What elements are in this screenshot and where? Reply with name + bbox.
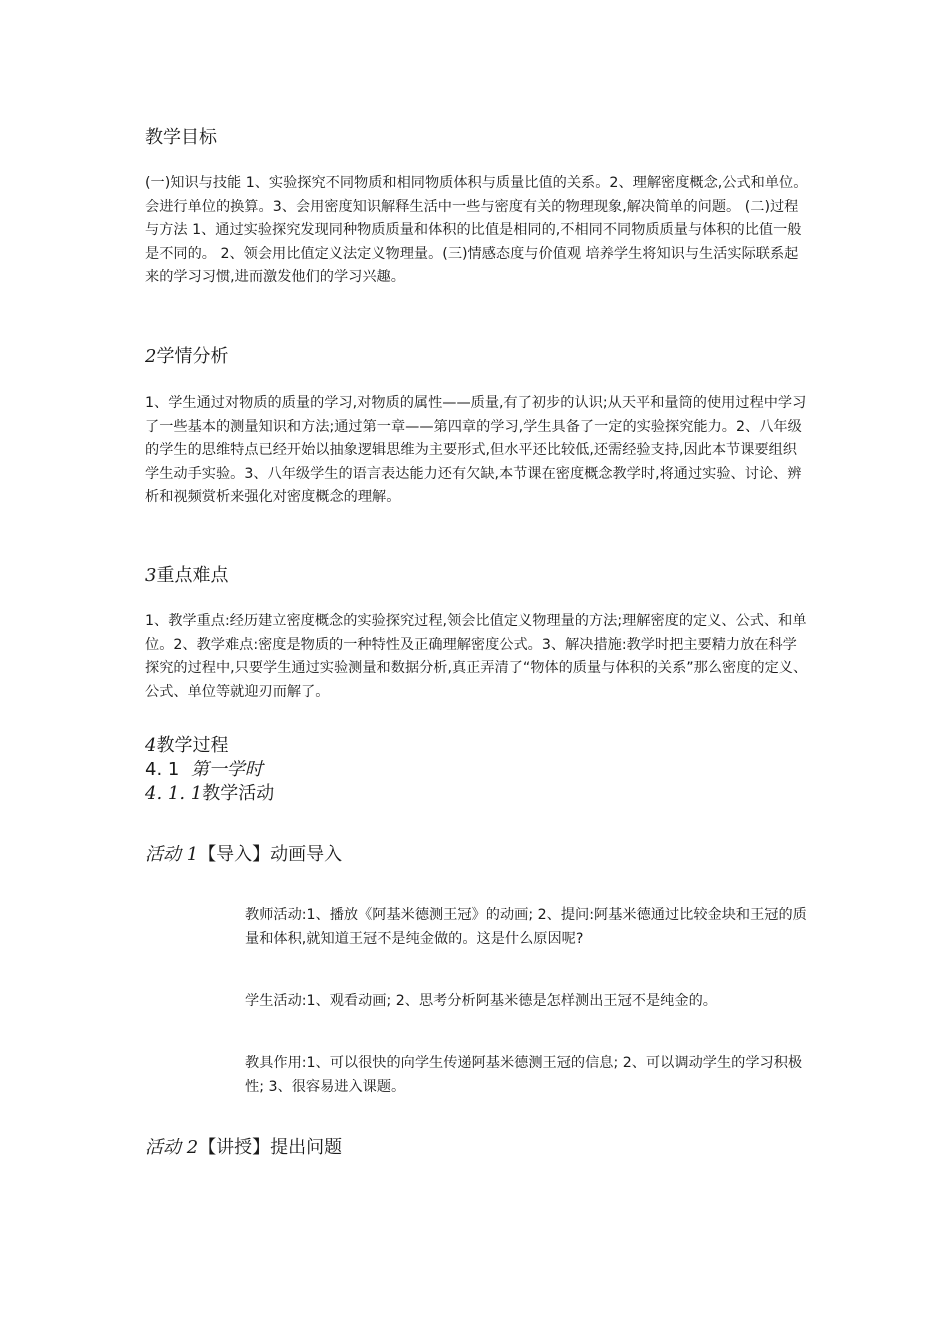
section-number: 4	[145, 735, 157, 756]
objectives-paragraph: (一)知识与技能 1、实验探究不同物质和相同物质体积与质量比值的关系。2、理解密度概念,公式和单位。会进行单位的换算。3、会用密度知识解释生活中一些与密度有关的物理现象,解决简单的问题。 (二)过程与方法 1、通过实验探究发现同种物质质量和体积的比值是相同的,不相同不同物质质量与体积的比值一般是不同的。 2、领会用比值定义法定义物理量。(三)情感态度与价值观 培养学生将知识与生活实际联系起来的学习习惯,进而激发他们的学习兴趣。	[145, 175, 808, 286]
keypoints-heading: 3重点难点	[145, 565, 229, 586]
objectives-heading: 教学目标	[145, 127, 217, 148]
activity-1-heading: 活动 1【导入】动画导入	[145, 844, 343, 865]
section-number: 2	[145, 346, 157, 367]
activities-heading: 4. 1. 1教学活动	[145, 783, 275, 804]
process-heading: 4教学过程	[145, 735, 229, 756]
analysis-paragraph: 1、学生通过对物质的质量的学习,对物质的属性——质量,有了初步的认识;从天平和量筒的使用过程中学习了一些基本的测量知识和方法;通过第一章——第四章的学习,学生具备了一定的实验探究能力。2、八年级的学生的思维特点已经开始以抽象逻辑思维为主要形式,但水平还比较低,还需经验支持,因此本节课要组织学生动手实验。3、八年级学生的语言表达能力还有欠缺,本节课在密度概念教学时,将通过实验、讨论、辨析和视频赏析来强化对密度概念的理解。	[145, 395, 807, 506]
keypoints-paragraph: 1、教学重点:经历建立密度概念的实验探究过程,领会比值定义物理量的方法;理解密度的定义、公式、和单位。2、教学难点:密度是物质的一种特性及正确理解密度公式。3、解决措施:教学时把主要精力放在科学探究的过程中,只要学生通过实验测量和数据分析,真正弄清了“物体的质量与体积的关系”那么密度的定义、公式、单位等就迎刃而解了。	[145, 613, 808, 700]
activity-2-heading: 活动 2【讲授】提出问题	[145, 1137, 343, 1158]
analysis-heading: 2学情分析	[145, 346, 229, 367]
activity-1-teacher: 教师活动:1、播放《阿基米德测王冠》的动画; 2、提问:阿基米德通过比较金块和王冠的质量和体积,就知道王冠不是纯金做的。这是什么原因呢?	[245, 907, 807, 947]
activity-1-tools: 教具作用:1、可以很快的向学生传递阿基米德测王冠的信息; 2、可以调动学生的学习积极性; 3、很容易进入课题。	[245, 1055, 803, 1095]
section-number: 3	[145, 565, 157, 586]
lesson-heading: 4. 1 第一学时	[145, 759, 263, 780]
activity-1-student: 学生活动:1、观看动画; 2、思考分析阿基米德是怎样测出王冠不是纯金的。	[245, 993, 717, 1009]
